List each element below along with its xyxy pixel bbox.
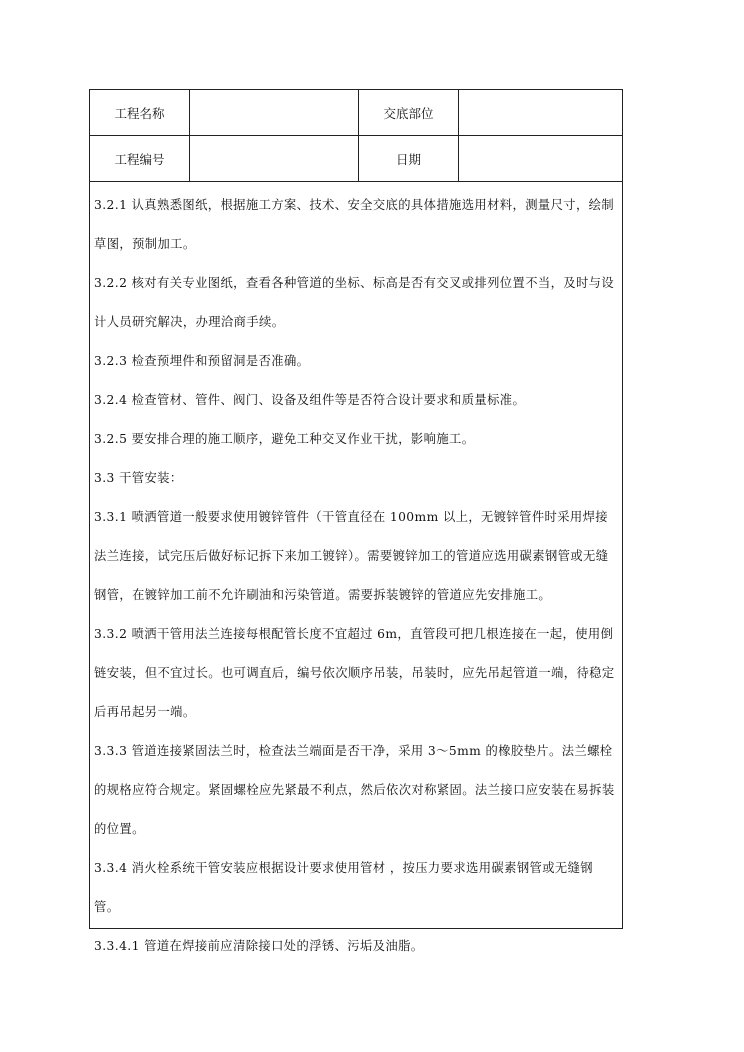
project-name-value (190, 90, 359, 136)
paragraph-3-2-4: 3.2.4 检查管材、管件、阀门、设备及组件等是否符合设计要求和质量标准。 (94, 393, 526, 407)
header-row-2 (90, 136, 622, 182)
paragraph-3-2-2: 3.2.2 核对有关专业图纸，查看各种管道的坐标、标高是否有交叉或排列位置不当，及时与设计人员研究解决，办理洽商手续。 (94, 276, 615, 329)
paragraph-3-2-3: 3.2.3 检查预埋件和预留洞是否准确。 (94, 354, 310, 368)
paragraph-3-3-1: 3.3.1 喷洒管道一般要求使用镀锌管件（干管直径在 100mm 以上，无镀锌管件时采用焊接法兰连接，试完压后做好标记拆下来加工镀锌）。需要镀锌加工的管道应选用碳素钢管或无缝钢管，在镀锌加工前不允许刷油和污染管道。需要拆装镀锌的管道应先安排施工。 (94, 510, 609, 602)
handover-part-value (459, 90, 623, 136)
handover-sheet (89, 89, 623, 953)
paragraph-3-3-2: 3.3.2 喷洒干管用法兰连接每根配管长度不宜超过 6m，直管段可把几根连接在一起，使用倒链安装，但不宜过长。也可调直后，编号依次顺序吊装，吊装时，应先吊起管道一端，待稳定后再吊起另一端。 (94, 627, 615, 719)
section-heading-3-3: 3.3 干管安装： (94, 471, 183, 485)
paragraph-3-2-1: 3.2.1 认真熟悉图纸，根据施工方案、技术、安全交底的具体措施选用材料，测量尺寸，绘制草图，预制加工。 (94, 198, 615, 251)
header-table (90, 90, 622, 182)
paragraph-3-3-4: 3.3.4 消火栓系统干管安装应根据设计要求使用管材 ，按压力要求选用碳素钢管或无缝钢管。 (94, 861, 593, 914)
paragraph-3-3-3: 3.3.3 管道连接紧固法兰时，检查法兰端面是否干净，采用 3～5mm 的橡胶垫片。法兰螺栓的规格应符合规定。紧固螺栓应先紧最不利点，然后依次对称紧固。法兰接口应安装在易拆装的位置。 (94, 744, 615, 836)
paragraph-3-2-5: 3.2.5 要安排合理的施工顺序，避免工种交叉作业干扰，影响施工。 (94, 432, 475, 446)
paragraph-3-3-4-1: 3.3.4.1 管道在焊接前应清除接口处的浮锈、污垢及油脂。 (94, 939, 424, 953)
handover-content (90, 182, 622, 966)
date-label: 日期 (359, 136, 459, 182)
project-name-label: 工程名称 (90, 90, 190, 136)
header-row-1 (90, 90, 622, 136)
handover-part-label: 交底部位 (359, 90, 459, 136)
project-no-label: 工程编号 (90, 136, 190, 182)
project-no-value (190, 136, 359, 182)
date-value (459, 136, 623, 182)
